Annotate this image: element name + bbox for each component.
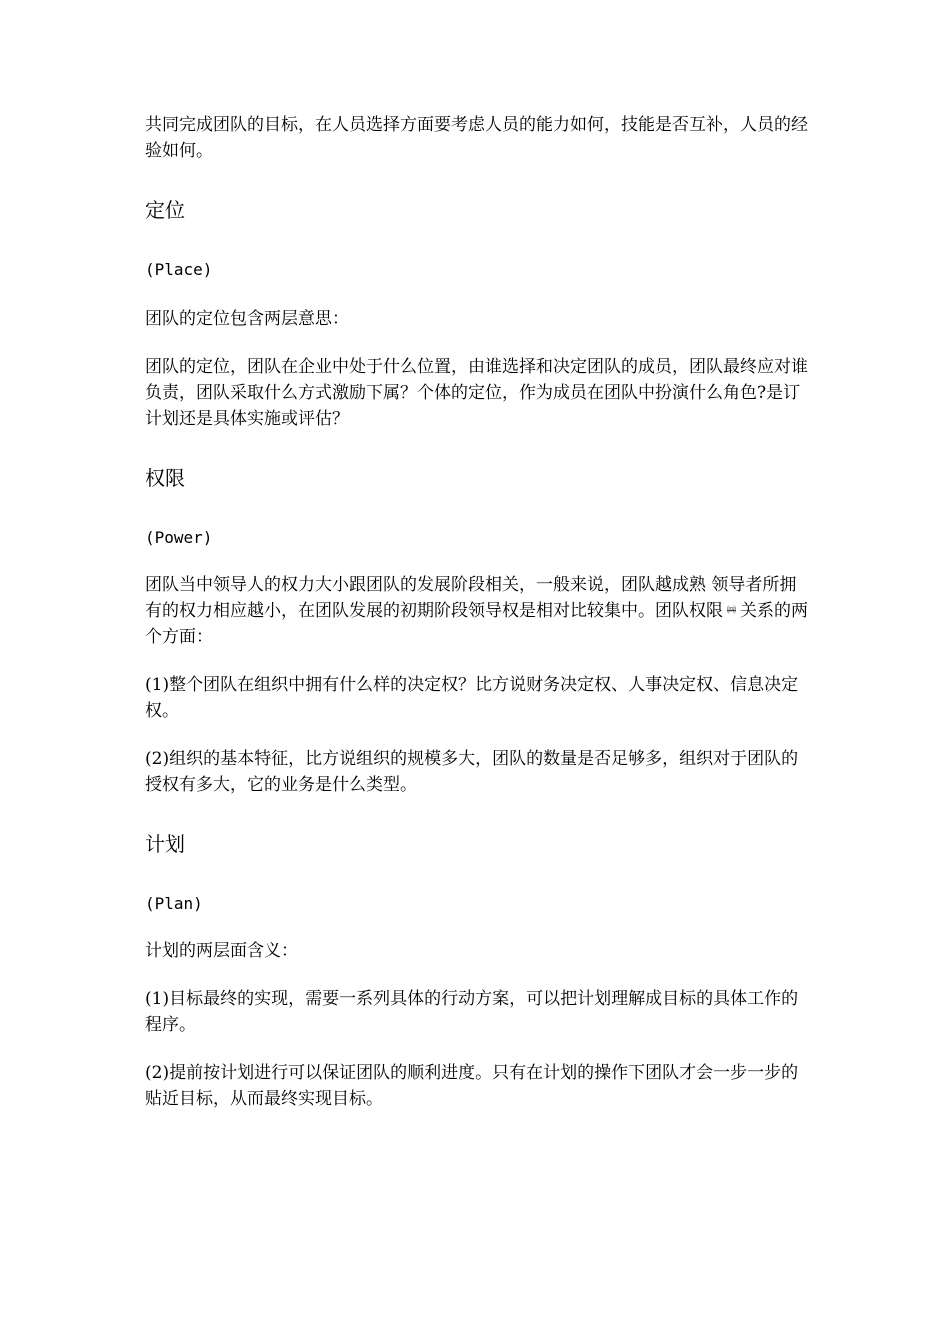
section-english-plan: (Plan) — [145, 894, 203, 913]
strikethrough-mark: ㈣ — [727, 606, 737, 616]
document-page — [145, 112, 813, 1112]
place-lead-paragraph: 团队的定位包含两层意思： — [145, 309, 349, 329]
plan-item-1: (1)目标最终的实现，需要一系列具体的行动方案，可以把计划理解成目标的具体工作的程序。 — [145, 989, 799, 1035]
section-english-power: (Power) — [145, 528, 213, 547]
section-english-place: (Place) — [145, 260, 213, 279]
power-body-paragraph — [145, 572, 813, 650]
plan-item-2: (2)提前按计划进行可以保证团队的顺利进度。只有在计划的操作下团队才会一步一步的贴近目标，从而最终实现目标。 — [145, 1063, 799, 1109]
power-body-text-after: 关系的两个方面： — [145, 601, 809, 647]
power-item-2: (2)组织的基本特征，比方说组织的规模多大，团队的数量是否足够多，组织对于团队的授权有多大，它的业务是什么类型。 — [145, 749, 799, 795]
power-item-1: (1)整个团队在组织中拥有什么样的决定权？比方说财务决定权、人事决定权、信息决定权。 — [145, 675, 799, 721]
section-heading-plan: 计划 — [145, 832, 185, 856]
plan-lead-paragraph: 计划的两层面含义： — [145, 941, 298, 961]
intro-paragraph: 共同完成团队的目标，在人员选择方面要考虑人员的能力如何，技能是否互补，人员的经验如何。 — [145, 115, 808, 161]
section-heading-power: 权限 — [145, 466, 185, 490]
section-heading-place: 定位 — [145, 198, 185, 222]
power-body-text-before: 团队当中领导人的权力大小跟团队的发展阶段相关，一般来说，团队越成熟 领导者所拥有的权力相应越小，在团队发展的初期阶段领导权是相对比较集中。团队权限 — [145, 575, 797, 621]
place-body-paragraph: 团队的定位，团队在企业中处于什么位置，由谁选择和决定团队的成员，团队最终应对谁负责，团队采取什么方式激励下属？个体的定位，作为成员在团队中扮演什么角色?是订计划还是具体实施或评估？ — [145, 357, 808, 429]
